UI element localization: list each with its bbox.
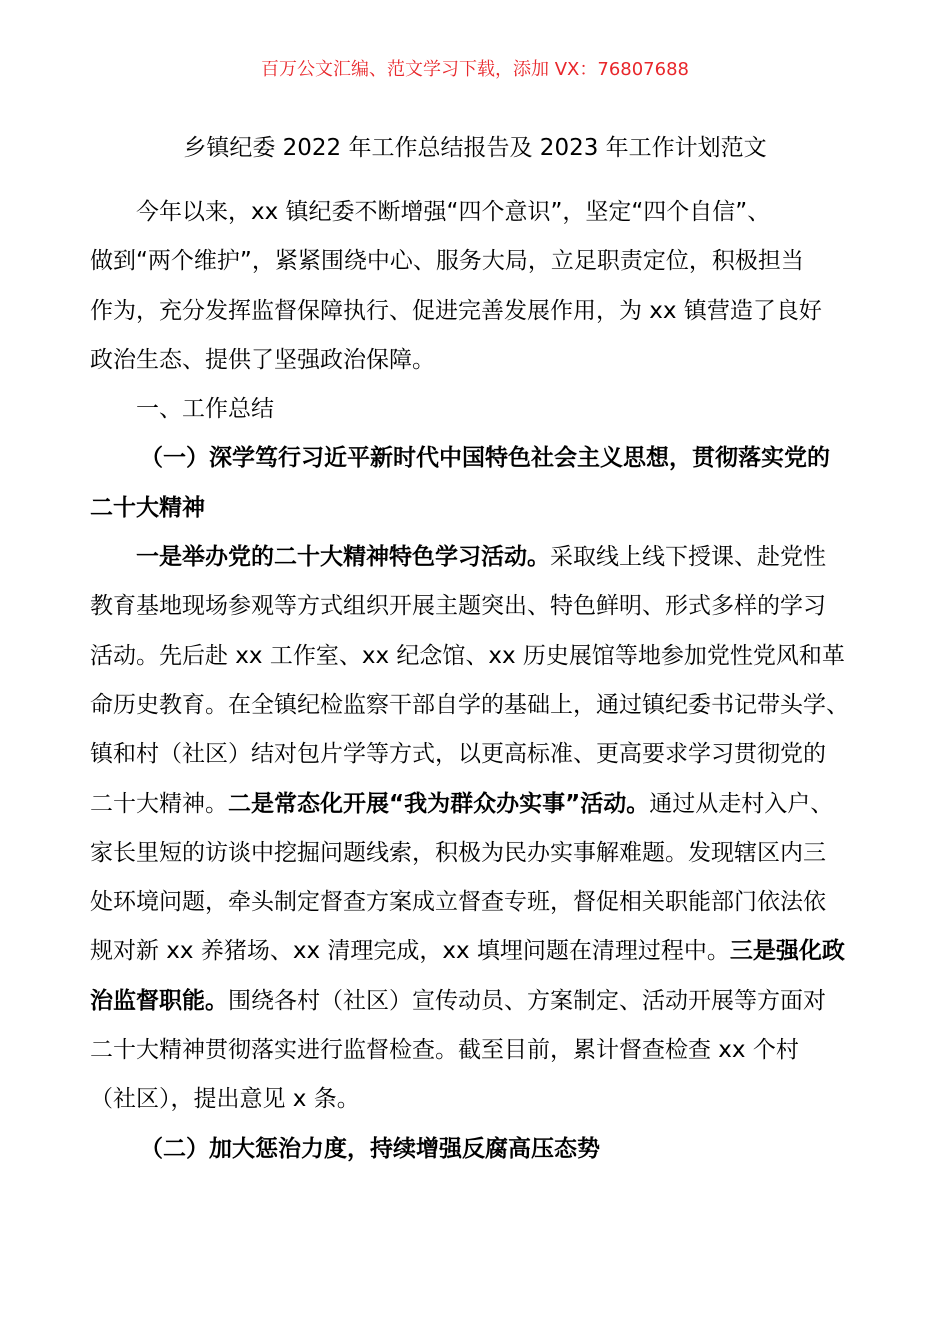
document-title: 乡镇纪委 2022 年工作总结报告及 2023 年工作计划范文 <box>183 135 767 161</box>
bold-lead-3-cont: 治监督职能。 <box>90 987 228 1014</box>
paragraph-study-activities <box>90 533 865 1125</box>
watermark-banner: 百万公文汇编、范文学习下载，添加 VX：76807688 <box>261 59 689 80</box>
para-line: 命历史教育。在全镇纪检监察干部自学的基础上，通过镇纪委书记带头学、 <box>90 691 849 718</box>
para-line <box>90 780 865 829</box>
intro-paragraph <box>90 188 865 385</box>
subsection-heading-line: （二）加大惩治力度，持续增强反腐高压态势 <box>140 1135 600 1162</box>
intro-line: 作为，充分发挥监督保障执行、促进完善发展作用，为 xx 镇营造了良好 <box>90 297 822 324</box>
subsection-heading-1 <box>90 434 865 533</box>
section-heading-work-summary <box>90 385 865 434</box>
subsection-heading-2 <box>90 1125 865 1174</box>
para-text: 二十大精神。 <box>90 790 228 817</box>
para-line: 活动。先后赴 xx 工作室、xx 纪念馆、xx 历史展馆等地参加党性党风和革 <box>90 642 845 669</box>
para-line: （社区），提出意见 x 条。 <box>90 1086 360 1113</box>
bold-lead-1: 一是举办党的二十大精神特色学习活动。 <box>136 544 550 571</box>
subsection-heading-line: 二十大精神 <box>90 494 205 521</box>
subsection-heading-line: （一）深学笃行习近平新时代中国特色社会主义思想，贯彻落实党的 <box>140 445 830 472</box>
para-text: 采取线上线下授课、赴党性 <box>550 544 826 571</box>
para-line <box>90 977 865 1026</box>
para-line: 教育基地现场参观等方式组织开展主题突出、特色鲜明、形式多样的学习 <box>90 593 826 620</box>
bold-lead-2: 二是常态化开展“我为群众办实事”活动。 <box>228 790 650 817</box>
para-text: 围绕各村（社区）宣传动员、方案制定、活动开展等方面对 <box>228 987 826 1014</box>
para-line: 家长里短的访谈中挖掘问题线索，积极为民办实事解难题。发现辖区内三 <box>90 839 826 866</box>
intro-line: 政治生态、提供了坚强政治保障。 <box>90 346 435 373</box>
para-text: 规对新 xx 养猪场、xx 清理完成，xx 填埋问题在清理过程中。 <box>90 938 730 965</box>
document-body <box>90 188 865 1174</box>
para-text: 通过从走村入户、 <box>649 790 834 817</box>
para-line: 二十大精神贯彻落实进行监督检查。截至目前，累计督查检查 xx 个村 <box>90 1037 799 1064</box>
intro-line: 做到“两个维护”，紧紧围绕中心、服务大局，立足职责定位，积极担当 <box>90 248 804 275</box>
para-line: 处环境问题，牵头制定督查方案成立督查专班，督促相关职能部门依法依 <box>90 889 826 916</box>
para-line <box>90 533 865 582</box>
intro-line: 今年以来，xx 镇纪委不断增强“四个意识”，坚定“四个自信”、 <box>136 199 771 225</box>
para-line <box>90 927 865 976</box>
bold-lead-3: 三是强化政 <box>729 938 845 965</box>
para-line: 镇和村（社区）结对包片学等方式，以更高标准、更高要求学习贯彻党的 <box>90 741 826 768</box>
section-heading-text: 一、工作总结 <box>136 396 274 423</box>
